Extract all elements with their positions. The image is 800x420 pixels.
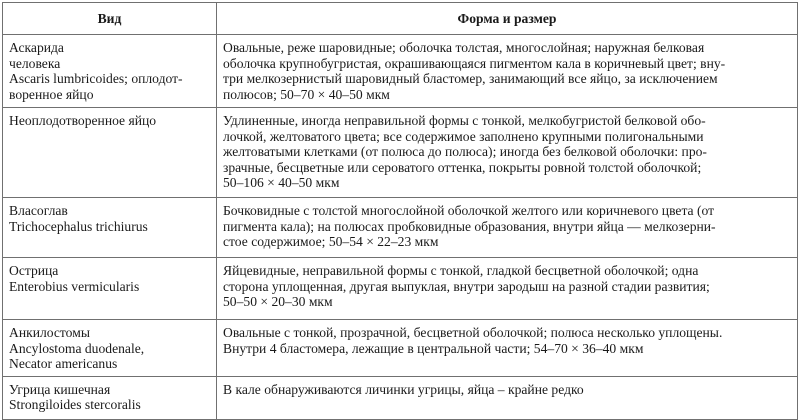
species-line: Власоглав <box>9 203 68 218</box>
description-line: Удлиненные, иногда неправильной формы с тонкой, мелкобугристой белковой обо- <box>223 113 706 128</box>
helminth-eggs-table <box>2 2 798 420</box>
description-cell <box>217 320 798 377</box>
description-line: зрачные, бесцветные или сероватого оттенка, покрыты ровной толстой оболочкой; <box>223 159 702 175</box>
description-line: полюсов; 50–70 × 40–50 мкм <box>223 86 390 102</box>
description-line: стое содержимое; 50–54 × 22–23 мкм <box>223 234 439 250</box>
species-line: Неоплодотворенное яйцо <box>9 113 157 128</box>
header-row <box>3 3 798 35</box>
description-line: оболочка крупнобугристая, окрашивающаяся пигментом кала в коричневый цвет; вну- <box>223 55 726 71</box>
species-line: Острица <box>9 263 59 278</box>
table-row <box>3 376 798 419</box>
description-line: Внутри 4 бластомера, лежащие в центральной части; 54–70 × 36–40 мкм <box>223 340 644 356</box>
description-line: Овальные с тонкой, прозрачной, бесцветной оболочкой; полюса несколько уплощены. <box>223 325 723 340</box>
description-line: 50–106 × 40–50 мкм <box>223 175 340 191</box>
description-line: Бочковидные с толстой многослойной оболочкой желтого или коричневого цвета (от <box>223 203 715 218</box>
species-cell <box>3 198 217 258</box>
description-cell <box>217 198 798 258</box>
description-cell <box>217 258 798 320</box>
table-row <box>3 108 798 198</box>
description-line: три мелкозернистый шаровидный бластомер, занимающий все яйцо, за исключением <box>223 71 718 87</box>
species-cell <box>3 258 217 320</box>
species-line: человека <box>9 55 61 71</box>
description-line: лочкой, желтоватого цвета; все содержимое заполнено крупными полигональными <box>223 128 704 144</box>
species-line: Ascaris lumbricoides; оплодот- <box>9 71 183 87</box>
species-line: Ancylostoma duodenale, <box>9 340 145 356</box>
table-row <box>3 258 798 320</box>
description-cell <box>217 108 798 198</box>
species-line: Аскарида <box>9 40 64 55</box>
description-line: сторона уплощенная, другая выпуклая, внутри зародыш на разной стадии развития; <box>223 278 710 294</box>
description-cell <box>217 376 798 419</box>
species-cell <box>3 108 217 198</box>
table-row <box>3 198 798 258</box>
species-line: Necator americanus <box>9 356 118 372</box>
species-line: Trichocephalus trichiurus <box>9 218 148 234</box>
species-line: воренное яйцо <box>9 86 94 102</box>
description-line: пигмента кала); на полюсах пробковидные образования, внутри яйца — мелкозерни- <box>223 218 716 234</box>
species-cell <box>3 376 217 419</box>
description-cell <box>217 35 798 108</box>
description-line: 50–50 × 20–30 мкм <box>223 294 333 310</box>
description-line: Яйцевидные, неправильной формы с тонкой, гладкой бесцветной оболочкой; одна <box>223 263 699 278</box>
description-line: В кале обнаруживаются личинки угрицы, яйца – крайне редко <box>223 381 584 397</box>
species-line: Анкилостомы <box>9 325 90 340</box>
species-line: Угрица кишечная <box>9 381 111 397</box>
table-row <box>3 320 798 377</box>
description-line: желтоватыми клетками (от полюса до полюса); иногда без белковой оболочки: про- <box>223 144 707 160</box>
species-line: Enterobius vermicularis <box>9 278 140 294</box>
table-row <box>3 35 798 108</box>
header-species: Вид <box>3 3 217 35</box>
species-line: Strongiloides stercoralis <box>9 397 141 413</box>
species-cell <box>3 35 217 108</box>
header-shape-size: Форма и размер <box>217 3 798 35</box>
description-line: Овальные, реже шаровидные; оболочка толстая, многослойная; наружная белковая <box>223 40 705 55</box>
species-cell <box>3 320 217 377</box>
